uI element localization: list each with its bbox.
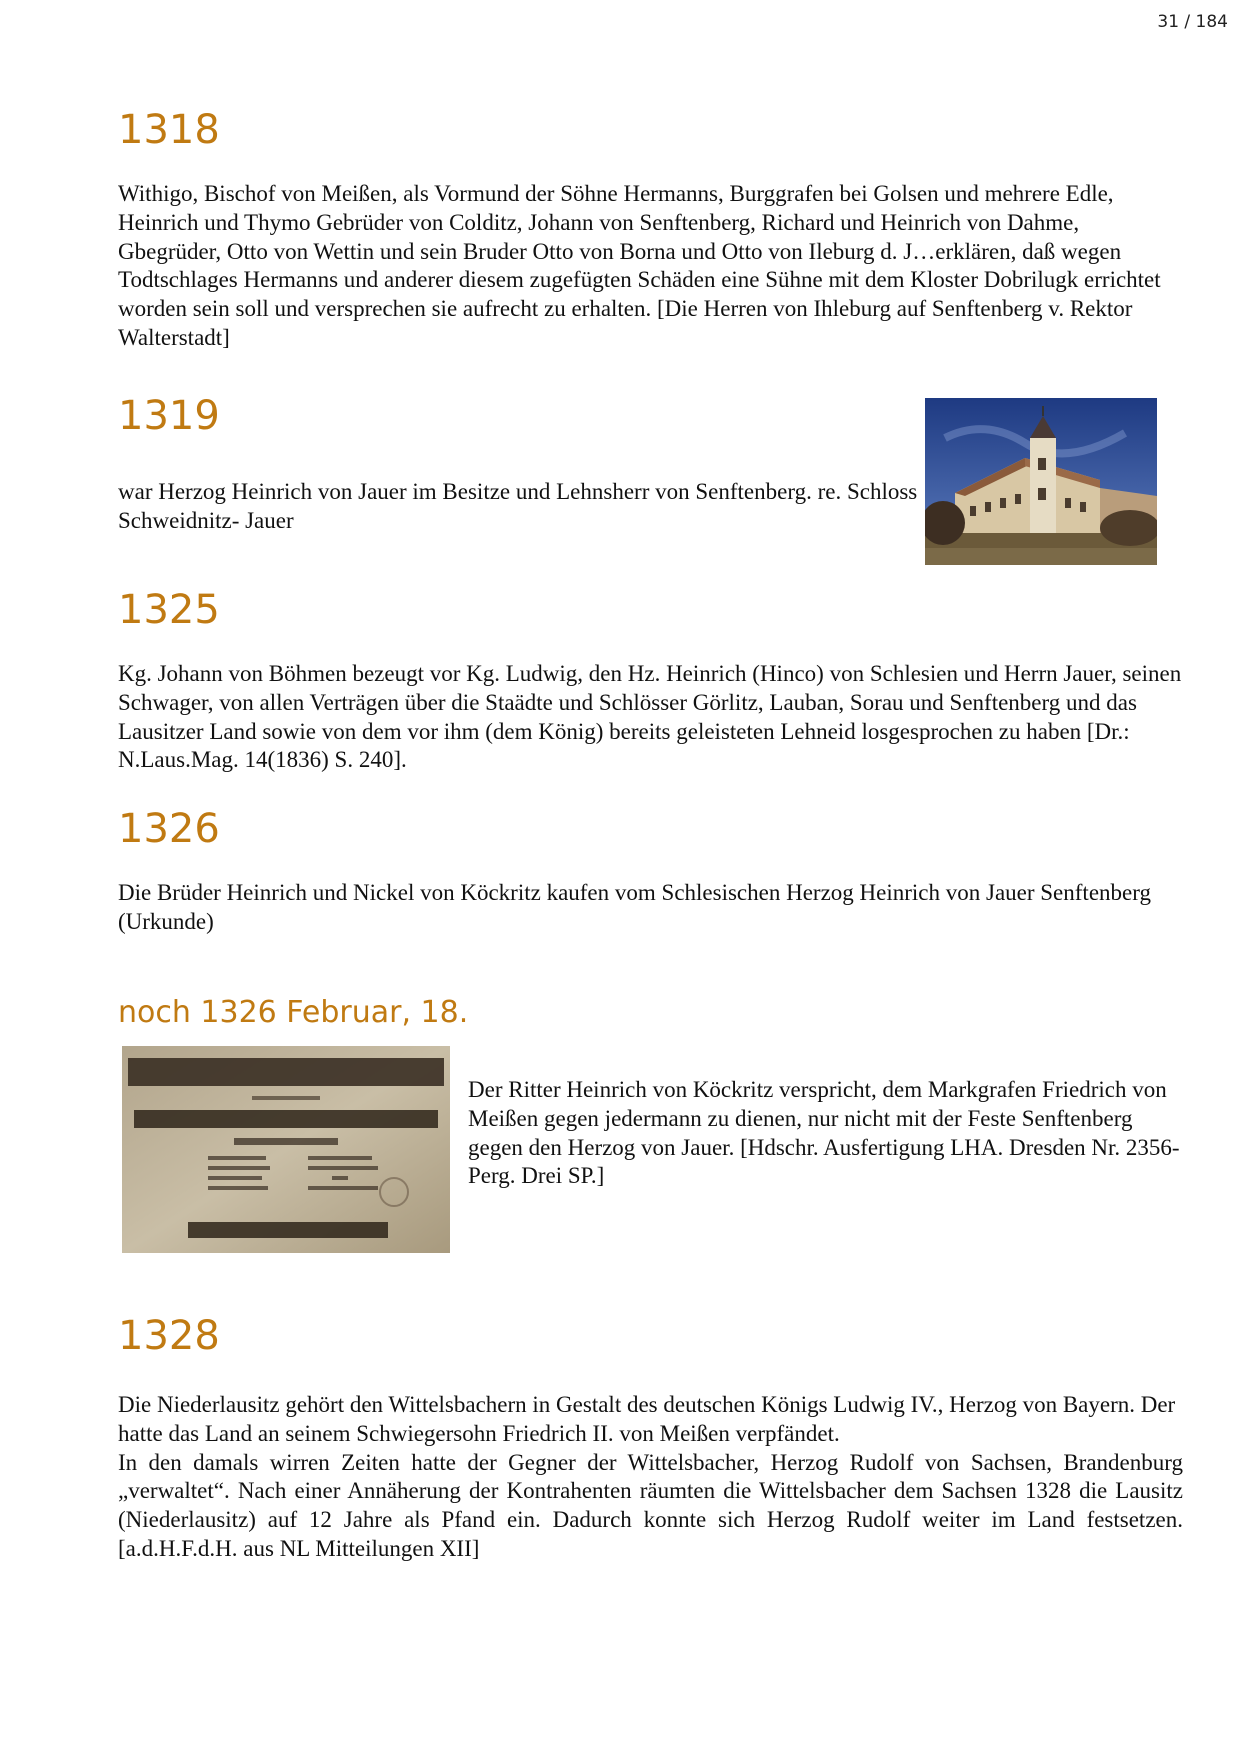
page-number: 31 / 184 [1157, 12, 1228, 32]
year-heading-1328: 1328 [118, 1313, 220, 1359]
year-heading-1326: 1326 [118, 806, 220, 852]
paragraph-1326-februar-main: Der Ritter Heinrich von Köckritz verspricht, dem Markgrafen Friedrich von Meißen gegen jedermann zu dienen, nur nicht mit der Feste Senftenberg gegen den Herzog von Jauer. [468, 1077, 1167, 1160]
paragraph-1328-part-2: In den damals wirren Zeiten hatte der Gegner der Wittelsbacher, Herzog Rudolf von Sachsen, Brandenburg „verwaltet“. Nach einer Annäherung der Kontrahenten räumten die Wittelsbacher dem Sachsen 1328 die Lausitz (Niederlausitz) auf 12 Jahre als Pfand ein. Dadurch konnte sich Herzog Rudolf weiter im Land festsetzen. [a.d.H.F.d.H. aus NL Mitteilungen XII] [118, 1449, 1183, 1561]
year-heading-1318: 1318 [118, 107, 220, 153]
paragraph-1318: Withigo, Bischof von Meißen, als Vormund der Söhne Hermanns, Burggrafen bei Golsen und mehrere Edle, Heinrich und Thymo Gebrüder von Colditz, Johann von Senftenberg, Richard und Heinrich von Dahme, Gbegrüder, Otto von Wettin und sein Bruder Otto von Borna und Otto von Ileburg d. J…erklären, daß wegen Todtschlages Hermanns und anderer diesem zugefügten Schäden eine Sühne mit dem Kloster Dobrilugk errichtet worden sein soll und versprechen sie aufrecht zu erhalten. [Die Herren von Ihleburg auf Senftenberg v. Rektor Walterstadt] [118, 181, 1161, 350]
paragraph-1319: war Herzog Heinrich von Jauer im Besitze und Lehnsherr von Senftenberg. re. Schloss Schweidnitz- Jauer [118, 479, 918, 533]
paragraph-1328-part-1: Die Niederlausitz gehört den Wittelsbachern in Gestalt des deutschen Königs Ludwig IV., Herzog von Bayern. Der hatte das Land an seinem Schwiegersohn Friedrich II. von Meißen verpfändet. [118, 1392, 1176, 1446]
paragraph-1328 [118, 1391, 1183, 1564]
paragraph-1325: Kg. Johann von Böhmen bezeugt vor Kg. Ludwig, den Hz. Heinrich (Hinco) von Schlesien und Herrn Jauer, seinen Schwager, von allen Verträgen über die Staädte und Schlösser Görlitz, Lauban, Sorau und Senftenberg und das Lausitzer Land sowie von dem vor ihm (dem König) bereits geleisteten Lehneid losgesprochen zu haben [Dr.: N.Laus.Mag. 14(1836) S. 240]. [118, 661, 1182, 773]
year-heading-1325: 1325 [118, 587, 220, 633]
castle-photo [925, 398, 1157, 565]
saxonicus-novus-title-page-image [122, 1046, 450, 1253]
paragraph-1326-februar-source: [Hdschr. Ausfertigung LHA. Dresden Nr. 2356- Perg. Drei SP.] [468, 1134, 1180, 1189]
year-heading-1319: 1319 [118, 393, 220, 439]
year-heading-1326-februar: noch 1326 Februar, 18. [118, 995, 469, 1030]
paragraph-1326-februar [468, 1076, 1188, 1191]
paragraph-1326: Die Brüder Heinrich und Nickel von Köckritz kaufen vom Schlesischen Herzog Heinrich von Jauer Senftenberg (Urkunde) [118, 880, 1151, 934]
